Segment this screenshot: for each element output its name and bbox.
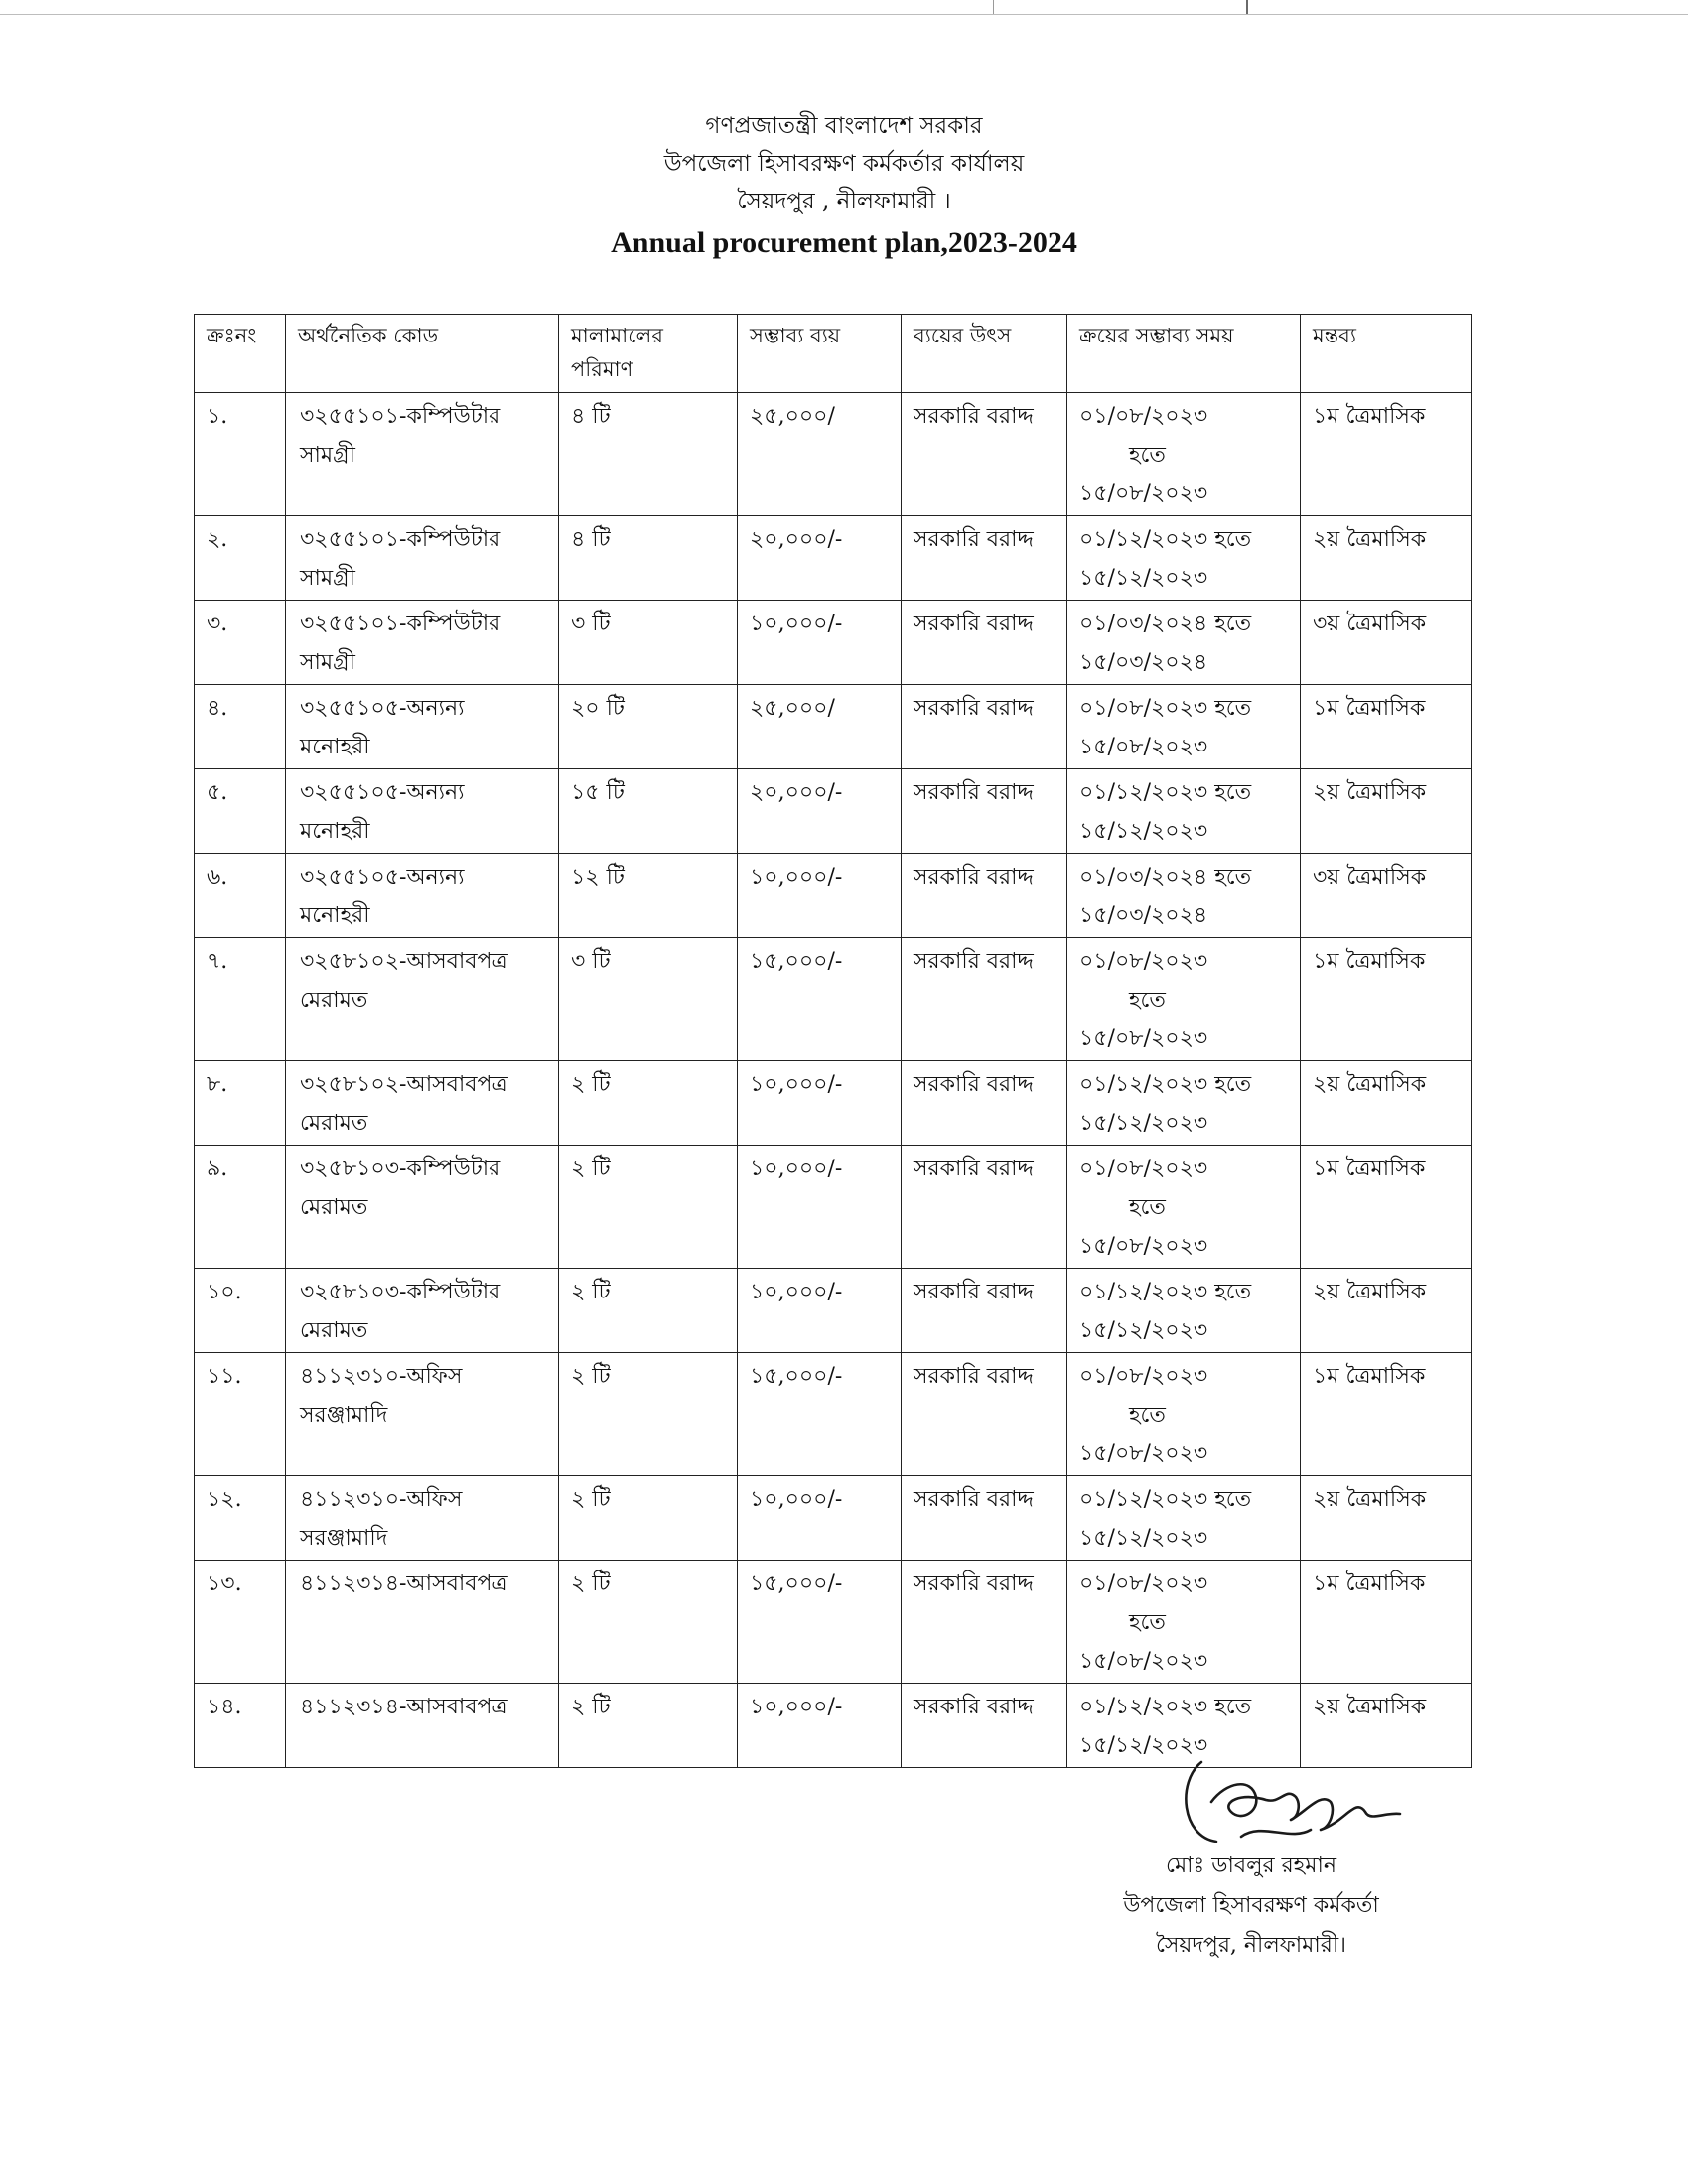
table-row <box>195 938 1472 1061</box>
date-from: ০১/০৩/২০২৪ হতে <box>1079 865 1252 889</box>
quantity-cell: ২ টি <box>559 1476 738 1561</box>
date-from: ০১/০৮/২০২৩ <box>1079 949 1208 974</box>
source-of-funds-cell: সরকারি বরাদ্দ <box>902 393 1067 516</box>
procurement-time-cell <box>1067 393 1301 516</box>
serial-cell: ৫. <box>195 769 286 854</box>
quantity-cell: ২ টি <box>559 1353 738 1476</box>
economic-code-cell <box>286 1476 559 1561</box>
scan-edge <box>0 14 1688 15</box>
source-of-funds-cell: সরকারি বরাদ্দ <box>902 938 1067 1061</box>
date-to: ১৫/০৮/২০২৩ <box>1079 481 1208 506</box>
date-to: ১৫/০৮/২০২৩ <box>1079 735 1208 759</box>
date-from: ০১/১২/২০২৩ হতে <box>1079 1072 1252 1097</box>
economic-code-line: ৩২৫৫১০১-কম্পিউটার <box>300 612 501 636</box>
economic-code-line: ৪১১২৩১০-অফিস <box>300 1364 463 1389</box>
economic-code-line: ৩২৫৫১০১-কম্পিউটার <box>300 527 501 552</box>
economic-code-cell <box>286 1353 559 1476</box>
item-name-line: সামগ্রী <box>300 650 355 675</box>
remarks-cell: ১ম ত্রৈমাসিক <box>1301 938 1472 1061</box>
serial-cell: ৮. <box>195 1061 286 1146</box>
column-header-quantity: মালামালের পরিমাণ <box>559 315 738 393</box>
procurement-time-cell <box>1067 854 1301 938</box>
procurement-time-cell <box>1067 1476 1301 1561</box>
serial-cell: ৯. <box>195 1146 286 1269</box>
column-header-procurement-time: ক্রয়ের সম্ভাব্য সময় <box>1067 315 1301 393</box>
column-header-source-of-funds: ব্যয়ের উৎস <box>902 315 1067 393</box>
table-row <box>195 1061 1472 1146</box>
economic-code-cell <box>286 516 559 601</box>
quantity-cell: ৩ টি <box>559 601 738 685</box>
item-name-line: মেরামত <box>300 988 368 1013</box>
serial-cell: ১৪. <box>195 1684 286 1768</box>
source-of-funds-cell: সরকারি বরাদ্দ <box>902 1061 1067 1146</box>
column-header-estimated-cost: সম্ভাব্য ব্যয় <box>738 315 902 393</box>
economic-code-line: ৩২৫৫১০৫-অন্যন্য <box>300 780 465 805</box>
item-name-line: মেরামত <box>300 1111 368 1136</box>
economic-code-line: ৩২৫৮১০২-আসবাবপত্র <box>300 1072 508 1097</box>
source-of-funds-cell: সরকারি বরাদ্দ <box>902 769 1067 854</box>
source-of-funds-cell: সরকারি বরাদ্দ <box>902 1561 1067 1684</box>
economic-code-line: ৪১১২৩১৪-আসবাবপত্র <box>300 1695 508 1719</box>
economic-code-cell <box>286 938 559 1061</box>
item-name-line: মনোহরী <box>300 819 370 844</box>
date-connector: হতে <box>1129 988 1166 1013</box>
quantity-cell: ১২ টি <box>559 854 738 938</box>
date-to: ১৫/০৮/২০২৩ <box>1079 1234 1208 1259</box>
economic-code-line: ৩২৫৫১০৫-অন্যন্য <box>300 696 465 721</box>
table-header-row <box>195 315 1472 393</box>
scan-mark <box>1246 0 1248 14</box>
estimated-cost-cell: ২০,০০০/- <box>738 516 902 601</box>
item-name-line: সরঞ্জামাদি <box>300 1526 388 1551</box>
procurement-time-cell <box>1067 685 1301 769</box>
date-to: ১৫/১২/২০২৩ <box>1079 1318 1208 1343</box>
item-name-line: মনোহরী <box>300 903 370 928</box>
remarks-cell: ২য় ত্রৈমাসিক <box>1301 1684 1472 1768</box>
source-of-funds-cell: সরকারি বরাদ্দ <box>902 601 1067 685</box>
table-row <box>195 1353 1472 1476</box>
estimated-cost-cell: ২৫,০০০/ <box>738 685 902 769</box>
table-row <box>195 1561 1472 1684</box>
date-to: ১৫/১২/২০২৩ <box>1079 1111 1208 1136</box>
quantity-cell: ২ টি <box>559 1061 738 1146</box>
estimated-cost-cell: ১০,০০০/- <box>738 1476 902 1561</box>
date-connector: হতে <box>1129 443 1166 468</box>
document-header <box>0 107 1688 262</box>
item-name-line: সামগ্রী <box>300 443 355 468</box>
remarks-cell: ১ম ত্রৈমাসিক <box>1301 1561 1472 1684</box>
item-name-line: সামগ্রী <box>300 566 355 591</box>
item-name-line: মনোহরী <box>300 735 370 759</box>
date-to: ১৫/১২/২০২৩ <box>1079 819 1208 844</box>
remarks-cell: ৩য় ত্রৈমাসিক <box>1301 854 1472 938</box>
remarks-cell: ১ম ত্রৈমাসিক <box>1301 393 1472 516</box>
table-row <box>195 516 1472 601</box>
date-connector: হতে <box>1129 1403 1166 1428</box>
source-of-funds-cell: সরকারি বরাদ্দ <box>902 685 1067 769</box>
procurement-time-cell <box>1067 516 1301 601</box>
signatory-location: সৈয়দপুর, নীলফামারী। <box>1155 1933 1347 1958</box>
office-location: সৈয়দপুর , নীলফামারী । <box>737 189 951 214</box>
remarks-cell: ১ম ত্রৈমাসিক <box>1301 1146 1472 1269</box>
economic-code-line: ৩২৫৮১০২-আসবাবপত্র <box>300 949 508 974</box>
source-of-funds-cell: সরকারি বরাদ্দ <box>902 1476 1067 1561</box>
quantity-cell: ২ টি <box>559 1684 738 1768</box>
quantity-cell: ১৫ টি <box>559 769 738 854</box>
estimated-cost-cell: ১০,০০০/- <box>738 601 902 685</box>
date-from: ০১/১২/২০২৩ হতে <box>1079 1487 1252 1512</box>
serial-cell: ১২. <box>195 1476 286 1561</box>
procurement-time-cell <box>1067 769 1301 854</box>
economic-code-cell <box>286 769 559 854</box>
economic-code-line: ৪১১২৩১৪-আসবাবপত্র <box>300 1571 508 1596</box>
economic-code-line: ৩২৫৫১০৫-অন্যন্য <box>300 865 465 889</box>
table-row <box>195 393 1472 516</box>
quantity-cell: ৪ টি <box>559 516 738 601</box>
source-of-funds-cell: সরকারি বরাদ্দ <box>902 516 1067 601</box>
government-name: গণপ্রজাতন্ত্রী বাংলাদেশ সরকার <box>705 113 983 139</box>
date-from: ০১/১২/২০২৩ হতে <box>1079 1695 1252 1719</box>
estimated-cost-cell: ২৫,০০০/ <box>738 393 902 516</box>
estimated-cost-cell: ১০,০০০/- <box>738 854 902 938</box>
serial-cell: ১৩. <box>195 1561 286 1684</box>
procurement-time-cell <box>1067 601 1301 685</box>
date-to: ১৫/১২/২০২৩ <box>1079 1526 1208 1551</box>
table-row <box>195 601 1472 685</box>
date-to: ১৫/০৮/২০২৩ <box>1079 1026 1208 1051</box>
date-from: ০১/০৮/২০২৩ <box>1079 1364 1208 1389</box>
economic-code-cell <box>286 1269 559 1353</box>
economic-code-cell <box>286 601 559 685</box>
estimated-cost-cell: ১০,০০০/- <box>738 1684 902 1768</box>
remarks-cell: ২য় ত্রৈমাসিক <box>1301 1269 1472 1353</box>
date-to: ১৫/০৮/২০২৩ <box>1079 1649 1208 1674</box>
quantity-cell: ৪ টি <box>559 393 738 516</box>
date-to: ১৫/০৩/২০২৪ <box>1079 903 1208 928</box>
estimated-cost-cell: ১০,০০০/- <box>738 1269 902 1353</box>
economic-code-cell <box>286 1684 559 1768</box>
item-name-line: সরঞ্জামাদি <box>300 1403 388 1428</box>
quantity-cell: ২০ টি <box>559 685 738 769</box>
economic-code-cell <box>286 685 559 769</box>
procurement-time-cell <box>1067 1561 1301 1684</box>
date-from: ০১/১২/২০২৩ হতে <box>1079 527 1252 552</box>
table-row <box>195 769 1472 854</box>
plan-title: Annual procurement plan,2023-2024 <box>611 226 1077 259</box>
item-name-line: মেরামত <box>300 1318 368 1343</box>
remarks-cell: ২য় ত্রৈমাসিক <box>1301 1476 1472 1561</box>
source-of-funds-cell: সরকারি বরাদ্দ <box>902 854 1067 938</box>
estimated-cost-cell: ১৫,০০০/- <box>738 1353 902 1476</box>
economic-code-line: ৩২৫৮১০৩-কম্পিউটার <box>300 1280 501 1304</box>
column-header-serial: ক্রঃনং <box>195 315 286 393</box>
source-of-funds-cell: সরকারি বরাদ্দ <box>902 1269 1067 1353</box>
serial-cell: ১০. <box>195 1269 286 1353</box>
date-from: ০১/০৩/২০২৪ হতে <box>1079 612 1252 636</box>
procurement-time-cell <box>1067 1353 1301 1476</box>
estimated-cost-cell: ২০,০০০/- <box>738 769 902 854</box>
remarks-cell: ২য় ত্রৈমাসিক <box>1301 516 1472 601</box>
date-from: ০১/১২/২০২৩ হতে <box>1079 780 1252 805</box>
signatory-name: মোঃ ডাবলুর রহমান <box>1166 1853 1336 1878</box>
remarks-cell: ৩য় ত্রৈমাসিক <box>1301 601 1472 685</box>
remarks-cell: ১ম ত্রৈমাসিক <box>1301 1353 1472 1476</box>
economic-code-line: ৪১১২৩১০-অফিস <box>300 1487 463 1512</box>
economic-code-line: ৩২৫৫১০১-কম্পিউটার <box>300 404 501 429</box>
date-from: ০১/১২/২০২৩ হতে <box>1079 1280 1252 1304</box>
procurement-time-cell <box>1067 1269 1301 1353</box>
remarks-cell: ১ম ত্রৈমাসিক <box>1301 685 1472 769</box>
date-to: ১৫/০৮/২০২৩ <box>1079 1441 1208 1466</box>
date-to: ১৫/১২/২০২৩ <box>1079 1733 1208 1758</box>
estimated-cost-cell: ১৫,০০০/- <box>738 1561 902 1684</box>
date-from: ০১/০৮/২০২৩ হতে <box>1079 696 1252 721</box>
table-row <box>195 685 1472 769</box>
procurement-table <box>194 314 1472 1768</box>
estimated-cost-cell: ১০,০০০/- <box>738 1146 902 1269</box>
serial-cell: ৩. <box>195 601 286 685</box>
serial-cell: ৭. <box>195 938 286 1061</box>
economic-code-cell <box>286 1561 559 1684</box>
date-from: ০১/০৮/২০২৩ <box>1079 1571 1208 1596</box>
signatory-designation: উপজেলা হিসাবরক্ষণ কর্মকর্তা <box>1123 1893 1379 1918</box>
date-connector: হতে <box>1129 1195 1166 1220</box>
serial-cell: ১১. <box>195 1353 286 1476</box>
serial-cell: ৪. <box>195 685 286 769</box>
table-row <box>195 1146 1472 1269</box>
office-name: উপজেলা হিসাবরক্ষণ কর্মকর্তার কার্যালয় <box>663 151 1025 177</box>
date-from: ০১/০৮/২০২৩ <box>1079 404 1208 429</box>
serial-cell: ২. <box>195 516 286 601</box>
remarks-cell: ২য় ত্রৈমাসিক <box>1301 769 1472 854</box>
table-row <box>195 1269 1472 1353</box>
source-of-funds-cell: সরকারি বরাদ্দ <box>902 1684 1067 1768</box>
quantity-cell: ২ টি <box>559 1269 738 1353</box>
date-to: ১৫/১২/২০২৩ <box>1079 566 1208 591</box>
economic-code-cell <box>286 1146 559 1269</box>
quantity-cell: ২ টি <box>559 1561 738 1684</box>
table-body <box>195 393 1472 1768</box>
procurement-time-cell <box>1067 938 1301 1061</box>
economic-code-line: ৩২৫৮১০৩-কম্পিউটার <box>300 1157 501 1181</box>
serial-cell: ১. <box>195 393 286 516</box>
economic-code-cell <box>286 1061 559 1146</box>
signatory-block <box>1072 1846 1430 1966</box>
economic-code-cell <box>286 854 559 938</box>
table-row <box>195 1476 1472 1561</box>
remarks-cell: ২য় ত্রৈমাসিক <box>1301 1061 1472 1146</box>
procurement-time-cell <box>1067 1061 1301 1146</box>
source-of-funds-cell: সরকারি বরাদ্দ <box>902 1353 1067 1476</box>
source-of-funds-cell: সরকারি বরাদ্দ <box>902 1146 1067 1269</box>
quantity-cell: ২ টি <box>559 1146 738 1269</box>
column-header-economic-code: অর্থনৈতিক কোড <box>286 315 559 393</box>
date-connector: হতে <box>1129 1610 1166 1635</box>
estimated-cost-cell: ১০,০০০/- <box>738 1061 902 1146</box>
date-to: ১৫/০৩/২০২৪ <box>1079 650 1208 675</box>
procurement-time-cell <box>1067 1146 1301 1269</box>
estimated-cost-cell: ১৫,০০০/- <box>738 938 902 1061</box>
table-row <box>195 854 1472 938</box>
scan-mark <box>993 0 994 14</box>
date-from: ০১/০৮/২০২৩ <box>1079 1157 1208 1181</box>
column-header-remarks: মন্তব্য <box>1301 315 1472 393</box>
quantity-cell: ৩ টি <box>559 938 738 1061</box>
economic-code-cell <box>286 393 559 516</box>
serial-cell: ৬. <box>195 854 286 938</box>
item-name-line: মেরামত <box>300 1195 368 1220</box>
